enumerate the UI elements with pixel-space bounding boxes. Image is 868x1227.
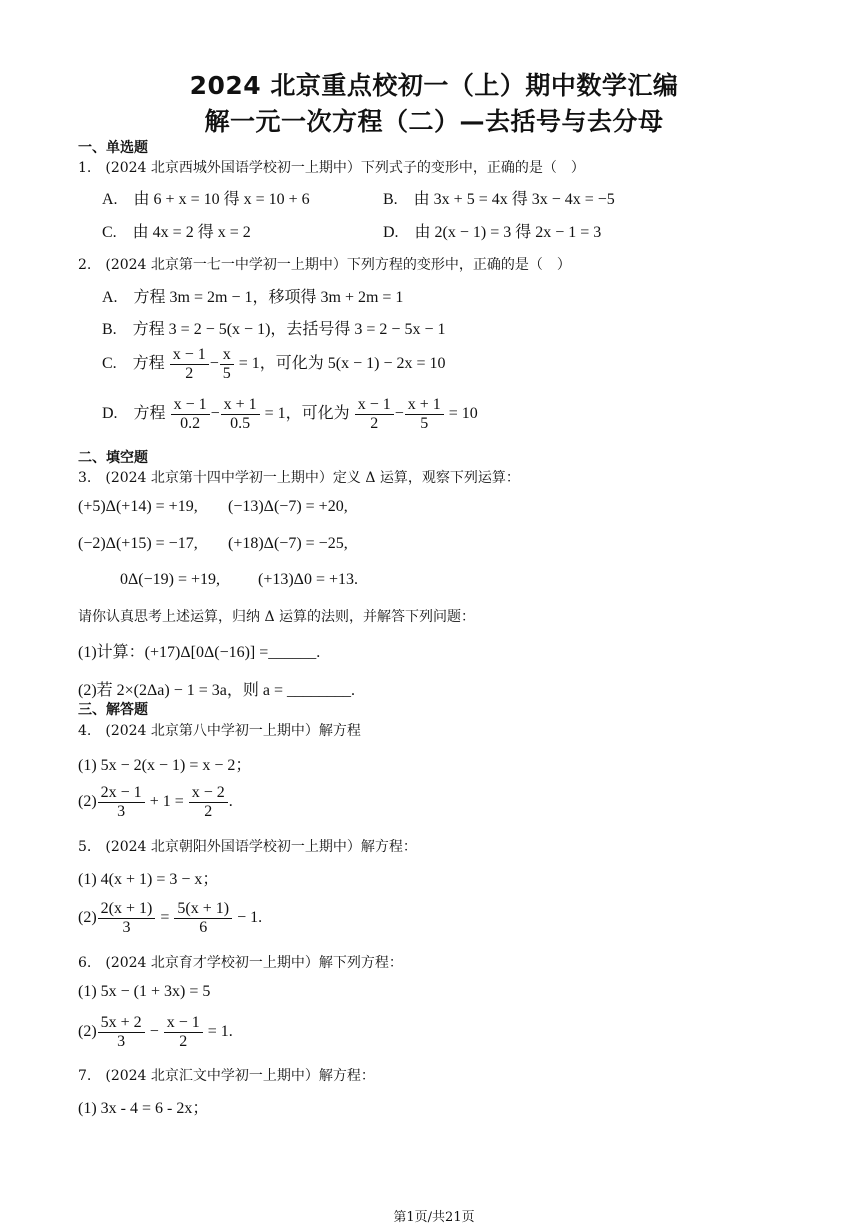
q4-part-2-label: (2) [78,793,97,811]
q3-part-1: (1)计算：(+17)Δ[0Δ(−16)] =______. [78,644,321,661]
q4-part-2 [78,784,233,821]
q3-example-3a: 0Δ(−19) = +19, [120,571,221,588]
q2-d-prefix: D. 方程 [102,405,166,423]
q6-part-1: (1) 5x − (1 + 3x) = 5 [78,983,211,1000]
q6-part-2-mid: − [149,1023,159,1041]
section-heading-fill-blank: 二、填空题 [78,450,148,466]
q4-part-2-end: . [228,793,233,811]
q6-fraction-right: $\frac{x - 1}{2}$ [164,1014,203,1051]
q4-fraction-left: $\frac{2x - 1}{3}$ [98,784,145,821]
q2-option-b: B. 方程 3 = 2 − 5(x − 1)，去括号得 3 = 2 − 5x − 1 [102,321,446,338]
q1-option-a: A. 由 6 + x = 10 得 x = 10 + 6 [102,191,310,208]
question-7-stem: 7. (2024 北京汇文中学初一上期中）解方程： [78,1068,375,1084]
q2-d-fraction-2: $\frac{x + 1}{0.5}$ [221,396,260,433]
q6-part-2-label: (2) [78,1023,97,1041]
q1-option-d: D. 由 2(x − 1) = 3 得 2x − 1 = 3 [383,224,602,241]
q6-part-2 [78,1014,233,1051]
q2-option-d: D. 方程 $\frac{x - 1}{0.2}$ − $\frac{x + 1}{0.5}$ = 1，可化为 $\frac{x - 1}{2}$ − $\frac{x + 1}{5}$ = 10 [102,396,478,432]
q2-d-fraction-4: $\frac{x + 1}{5}$ [405,396,444,433]
q1-option-b: B. 由 3x + 5 = 4x 得 3x − 4x = −5 [383,191,615,208]
q2-d-suffix: = 10 [448,405,478,423]
section-heading-single-choice: 一、单选题 [78,140,148,156]
q5-part-1: (1) 4(x + 1) = 3 − x； [78,871,219,888]
q3-example-2a: (−2)Δ(+15) = −17, [78,535,198,552]
q3-example-2b: (+18)Δ(−7) = −25, [228,535,348,552]
page-subtitle: 解一元一次方程（二）—去括号与去分母 [204,107,664,136]
q4-part-1: (1) 5x − 2(x − 1) = x − 2； [78,757,252,774]
page-title: 2024 北京重点校初一（上）期中数学汇编 [189,71,679,100]
q2-option-c: C. 方程 $\frac{x - 1}{2}$ − $\frac{x}{5}$ = 1，可化为 5(x − 1) − 2x = 10 [102,346,446,382]
q3-part-2: (2)若 2×(2Δa) − 1 = 3a，则 a = ________. [78,682,356,699]
question-3-stem: 3. (2024 北京第十四中学初一上期中）定义 Δ 运算，观察下列运算： [78,470,520,486]
q6-fraction-left: $\frac{5x + 2}{3}$ [98,1014,145,1051]
q6-part-2-end: = 1. [207,1023,233,1041]
section-heading-solve: 三、解答题 [78,702,148,718]
q2-d-fraction-3: $\frac{x - 1}{2}$ [355,396,394,433]
q2-c-suffix: = 1，可化为 5(x − 1) − 2x = 10 [238,355,446,373]
q4-part-2-mid: + 1 = [149,793,184,811]
question-2-stem: 2. (2024 北京第一七一中学初一上期中）下列方程的变形中，正确的是（ ） [78,257,571,273]
q3-prompt: 请你认真思考上述运算，归纳 Δ 运算的法则，并解答下列问题： [78,609,476,625]
q3-example-1a: (+5)Δ(+14) = +19, [78,498,198,515]
q4-fraction-right: $\frac{x - 2}{2}$ [189,784,228,821]
q5-part-2-mid: = [160,909,170,927]
q5-part-2-label: (2) [78,909,97,927]
q2-c-prefix: C. 方程 [102,355,165,373]
q3-example-1b: (−13)Δ(−7) = +20, [228,498,348,515]
question-4-stem: 4. (2024 北京第八中学初一上期中）解方程 [78,723,361,739]
q2-c-fraction-1: $\frac{x - 1}{2}$ [170,346,209,383]
question-5-stem: 5. (2024 北京朝阳外国语学校初一上期中）解方程： [78,839,417,855]
q5-part-2-end: − 1. [237,909,263,927]
q2-d-mid: = 1，可化为 [264,405,350,423]
q5-fraction-right: $\frac{5(x + 1)}{6}$ [174,900,232,937]
q7-part-1: (1) 3x - 4 = 6 - 2x； [78,1100,209,1117]
page-number: 第1页/共21页 [393,1210,475,1225]
q1-option-c: C. 由 4x = 2 得 x = 2 [102,224,251,241]
q5-fraction-left: $\frac{2(x + 1)}{3}$ [98,900,156,937]
question-6-stem: 6. (2024 北京育才学校初一上期中）解下列方程： [78,955,403,971]
q2-c-fraction-2: $\frac{x}{5}$ [220,346,234,383]
question-1-stem: 1. (2024 北京西城外国语学校初一上期中）下列式子的变形中，正确的是（ ） [78,160,585,176]
q3-example-3b: (+13)Δ0 = +13. [258,571,359,588]
q2-option-a: A. 方程 3m = 2m − 1，移项得 3m + 2m = 1 [102,289,404,306]
q2-d-fraction-1: $\frac{x - 1}{0.2}$ [171,396,210,433]
q5-part-2 [78,900,262,937]
